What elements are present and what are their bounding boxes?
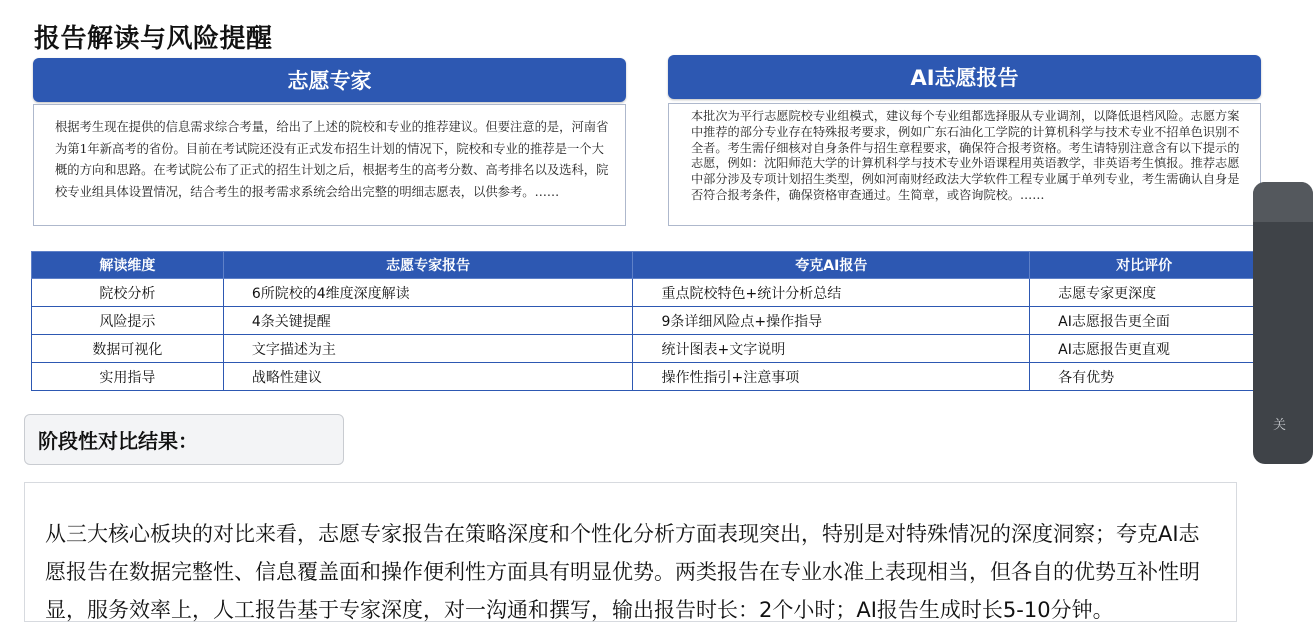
summary-text: 从三大核心板块的对比来看，志愿专家报告在策略深度和个性化分析方面表现突出，特别是对特殊情况的深度洞察；夸克AI志愿报告在数据完整性、信息覆盖面和操作便利性方面具有明显优势。两类报告在专业水准上表现相当，但各自的优势互补性明显，服务效率上，人工报告基于专家深度，对一沟通和撰写，输出报告时长：2个小时；AI报告生成时长5-10分钟。 — [24, 482, 1237, 622]
table-cell: 9条详细风险点+操作指导 — [633, 307, 1030, 335]
ai-panel-text: 本批次为平行志愿院校专业组模式，建议每个专业组都选择服从专业调剂，以降低退档风险。志愿方案中推荐的部分专业存在特殊报考要求，例如广东石油化工学院的计算机科学与技术专业不招单色识别不全者。考生需仔细核对自身条件与招生章程要求，确保符合报考资格。考生请特别注意含有以下提示的志愿，例如：沈阳师范大学的计算机科学与技术专业外语课程用英语教学，非英语考生慎报。推荐志愿中部分涉及专项计划招生类型，例如河南财经政法大学软件工程专业属于单列专业，考生需确认自身是否符合报考条件，确保资格审查通过。生简章，或咨询院校。…… — [668, 103, 1261, 226]
page-title: 报告解读与风险提醒 — [34, 24, 273, 54]
table-header-row — [32, 252, 1259, 279]
table-cell: 实用指导 — [32, 363, 224, 391]
table-cell: AI志愿报告更全面 — [1030, 307, 1259, 335]
floating-side-panel[interactable] — [1253, 182, 1313, 464]
table-cell: 院校分析 — [32, 279, 224, 307]
table-header-cell: 解读维度 — [32, 252, 224, 279]
table-cell: 文字描述为主 — [223, 335, 633, 363]
table-cell: AI志愿报告更直观 — [1030, 335, 1259, 363]
table-cell: 志愿专家更深度 — [1030, 279, 1259, 307]
table-header-cell: 夸克AI报告 — [633, 252, 1030, 279]
table-row — [32, 363, 1259, 391]
table-cell: 风险提示 — [32, 307, 224, 335]
table-cell: 重点院校特色+统计分析总结 — [633, 279, 1030, 307]
table-row — [32, 307, 1259, 335]
table-cell: 4条关键提醒 — [223, 307, 633, 335]
table-cell: 6所院校的4维度深度解读 — [223, 279, 633, 307]
floating-panel-label: 关 — [1273, 418, 1287, 433]
floating-panel-handle[interactable] — [1253, 182, 1313, 222]
table-header-cell: 志愿专家报告 — [223, 252, 633, 279]
table-cell: 各有优势 — [1030, 363, 1259, 391]
table-header-cell: 对比评价 — [1030, 252, 1259, 279]
stage-result-heading: 阶段性对比结果： — [24, 414, 344, 465]
expert-panel-text: 根据考生现在提供的信息需求综合考量，给出了上述的院校和专业的推荐建议。但要注意的是，河南省为第1年新高考的省份。目前在考试院还没有正式发布招生计划的情况下，院校和专业的推荐是一个大概的方向和思路。在考试院公布了正式的招生计划之后，根据考生的高考分数、高考排名以及选科，院校专业组具体设置情况，结合考生的报考需求系统会给出完整的明细志愿表，以供参考。…… — [33, 104, 626, 226]
table-row — [32, 335, 1259, 363]
table-cell: 统计图表+文字说明 — [633, 335, 1030, 363]
table-cell: 战略性建议 — [223, 363, 633, 391]
table-row — [32, 279, 1259, 307]
expert-panel-header: 志愿专家 — [33, 58, 626, 102]
comparison-table — [31, 251, 1259, 391]
table-cell: 数据可视化 — [32, 335, 224, 363]
ai-panel-header: AI志愿报告 — [668, 55, 1261, 99]
table-cell: 操作性指引+注意事项 — [633, 363, 1030, 391]
